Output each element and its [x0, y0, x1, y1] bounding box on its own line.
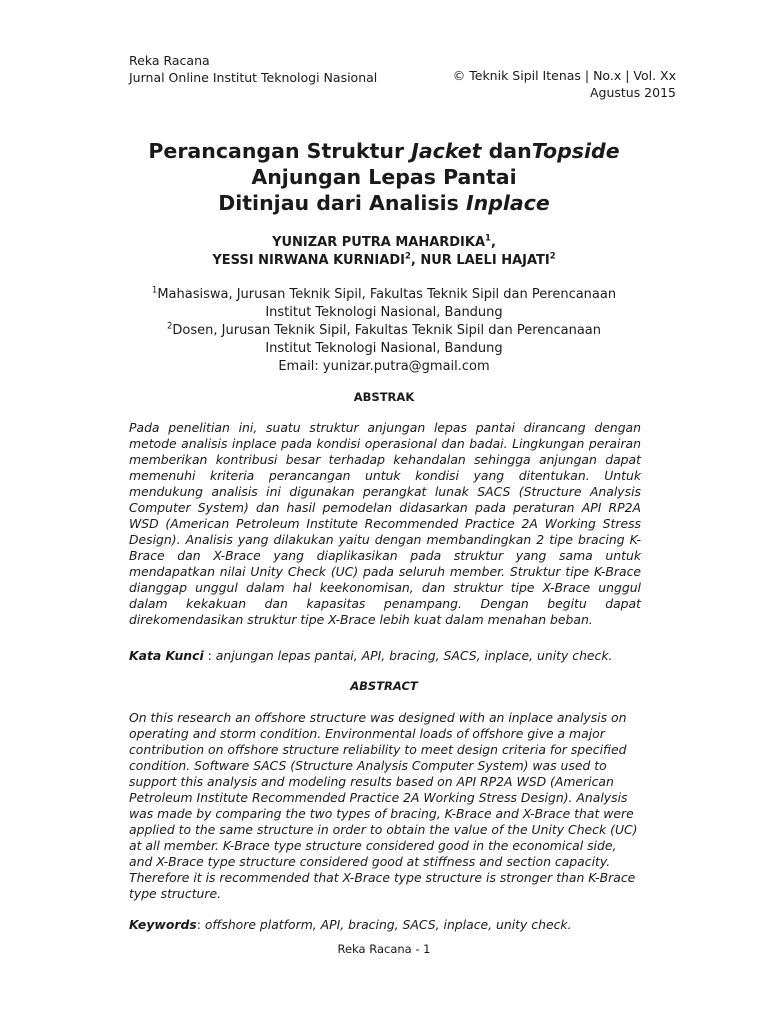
affiliation-2-line-2: Institut Teknologi Nasional, Bandung [265, 341, 503, 356]
title-italic-inplace: Inplace [465, 191, 550, 215]
page-footer: Reka Racana - 1 [337, 942, 431, 956]
journal-name: Reka Racana [129, 53, 210, 68]
paper-title [80, 138, 688, 216]
author-line-1 [80, 234, 688, 252]
author-affil-mark: 2 [549, 251, 556, 262]
author-email: Email: yunizar.putra@gmail.com [278, 359, 490, 374]
author-affil-mark: 1 [485, 233, 491, 244]
journal-header-right [453, 67, 676, 101]
journal-subtitle: Jurnal Online Institut Teknologi Nasional [129, 70, 378, 85]
title-line-3 [80, 190, 688, 216]
kata-kunci [129, 648, 669, 664]
kata-kunci-label: Kata Kunci [129, 648, 204, 663]
affiliation-1-line-1 [60, 286, 708, 304]
journal-date: Agustus 2015 [589, 85, 676, 100]
affil-mark: 2 [166, 321, 173, 332]
abstrak-heading: ABSTRAK [353, 390, 415, 404]
affiliations [60, 286, 708, 376]
keywords-text: offshore platform, API, bracing, SACS, inplace, unity check. [204, 917, 572, 932]
title-italic-jacket: Jacket [411, 139, 482, 163]
journal-header-left [129, 52, 377, 86]
title-line-1 [80, 138, 688, 164]
abstract-text: On this research an offshore structure was designed with an inplace analysis on operating and storm condition. Environmental loads of offshore give a major contribution on offshore structure reliability to meet design criteria for specified condition. Software SACS (Structure Analysis Computer System) was used to support this analysis and modeling results based on API RP2A WSD (American Petroleum Institute Recommended Practice 2A Working Stress Design). Analysis was made by comparing the two types of bracing, K-Brace and X-Brace that were applied to the same structure in order to obtain the value of the Unity Check (UC) at all member. K-Brace type structure considered good in the economical side, and X-Brace type structure considered good at stiffness and section capacity. Therefore it is recommended that X-Brace type structure is stronger than K-Brace type structure. [129, 710, 638, 901]
author-name: , NUR LAELI HAJATI [410, 253, 550, 268]
title-text: dan [481, 139, 532, 163]
abstrak-text: Pada penelitian ini, suatu struktur anjungan lepas pantai dirancang dengan metode analisis inplace pada kondisi operasional dan badai. Lingkungan perairan memberikan kontribusi besar terhadap kehandalan sehingga anjungan dapat memenuhi kriteria perancangan untuk kondisi yang ditentukan. Untuk mendukung analisis ini digunakan perangkat lunak SACS (Structure Analysis Computer System) dan hasil pemodelan didasarkan pada peraturan API RP2A WSD (American Petroleum Institute Recommended Practice 2A Working Stress Design). Analisis yang dilakukan yaitu dengan membandingkan 2 tipe bracing K-Brace dan X-Brace yang diaplikasikan pada struktur yang sama untuk mendapatkan nilai Unity Check (UC) pada seluruh member. Struktur tipe K-Brace dianggap unggul dalam hal keekonomisan, dan struktur tipe X-Brace unggul dalam kekakuan dan kapasitas penampang. Dengan begitu dapat direkomendasikan struktur tipe X-Brace lebih kuat dalam menahan beban. [129, 420, 641, 627]
author-line-2 [80, 252, 688, 270]
title-line-2: Anjungan Lepas Pantai [251, 165, 517, 189]
author-name: YUNIZAR PUTRA MAHARDIKA [272, 235, 486, 250]
title-text: Ditinjau dari Analisis [218, 191, 466, 215]
abstract-heading: ABSTRACT [350, 679, 418, 693]
affil-text: Dosen, Jurusan Teknik Sipil, Fakultas Teknik Sipil dan Perencanaan [172, 323, 602, 338]
author-name: YESSI NIRWANA KURNIADI [212, 253, 405, 268]
journal-copyright: © Teknik Sipil Itenas | No.x | Vol. Xx [452, 68, 676, 83]
title-italic-topside: Topside [531, 139, 620, 163]
title-text: Perancangan Struktur [148, 139, 412, 163]
keywords-label: Keywords [129, 917, 197, 932]
affil-mark: 1 [151, 285, 158, 296]
kata-kunci-text: anjungan lepas pantai, API, bracing, SACS, inplace, unity check. [215, 648, 613, 663]
author-separator: , [490, 235, 496, 250]
keyword-separator: : [203, 648, 216, 663]
author-list [80, 234, 688, 270]
author-affil-mark: 2 [404, 251, 411, 262]
keywords [129, 917, 669, 933]
keyword-separator: : [196, 917, 205, 932]
affil-text: Mahasiswa, Jurusan Teknik Sipil, Fakultas Teknik Sipil dan Perencanaan [157, 287, 617, 302]
affiliation-2-line-1 [60, 322, 708, 340]
affiliation-1-line-2: Institut Teknologi Nasional, Bandung [265, 305, 503, 320]
